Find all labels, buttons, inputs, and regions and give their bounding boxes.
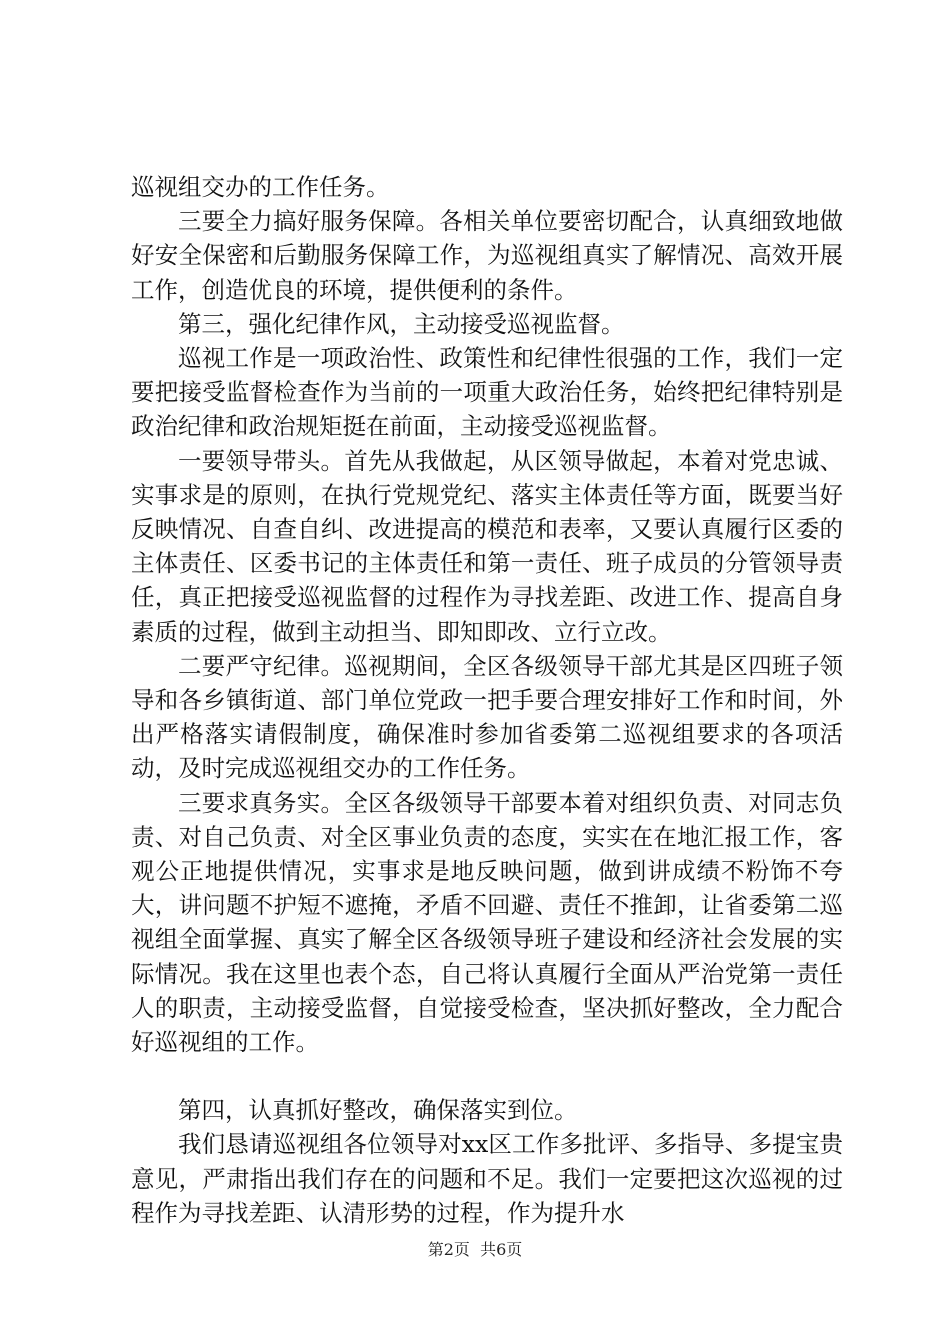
page-number: 第2页 — [427, 1240, 470, 1259]
section-heading-third: 第三，强化纪律作风，主动接受巡视监督。 — [178, 309, 625, 338]
paragraph-continuation: 巡视组交办的工作任务。 — [131, 173, 390, 201]
paragraph-rectification: 我们恳请巡视组各位领导对xx区工作多批评、多指导、多提宝贵意见，严肃指出我们存在的问题和不足。我们一定要把这次巡视的过程作为寻找差距、认清形势的过程，作为提升水 — [131, 1130, 843, 1227]
page-total: 共6页 — [480, 1240, 523, 1259]
document-body — [131, 170, 843, 1230]
page-footer — [0, 1237, 950, 1260]
paragraph-service-guarantee: 三要全力搞好服务保障。各相关单位要密切配合，认真细致地做好安全保密和后勤服务保障工作，为巡视组真实了解情况、高效开展工作，创造优良的环境，提供便利的条件。 — [131, 207, 843, 304]
section-heading-fourth: 第四，认真抓好整改，确保落实到位。 — [178, 1096, 578, 1125]
paragraph-pragmatic: 三要求真务实。全区各级领导干部要本着对组织负责、对同志负责、对自己负责、对全区事业负责的态度，实实在在地汇报工作，客观公正地提供情况，实事求是地反映问题，做到讲成绩不粉饰不夸大，讲问题不护短不遮掩，矛盾不回避、责任不推卸，让省委第二巡视组全面掌握、真实了解全区各级领导班子建设和经济社会发展的实际情况。我在这里也表个态，自己将认真履行全面从严治党第一责任人的职责，主动接受监督，自觉接受检查，坚决抓好整改，全力配合好巡视组的工作。 — [131, 788, 843, 1057]
paragraph-leadership: 一要领导带头。首先从我做起，从区领导做起，本着对党忠诚、实事求是的原则，在执行党规党纪、落实主体责任等方面，既要当好反映情况、自查自纠、改进提高的模范和表率，又要认真履行区委的主体责任、区委书记的主体责任和第一责任、班子成员的分管领导责任，真正把接受巡视监督的过程作为寻找差距、改进工作、提高自身素质的过程，做到主动担当、即知即改、立行立改。 — [131, 446, 843, 646]
paragraph-inspection-work: 巡视工作是一项政治性、政策性和纪律性很强的工作，我们一定要把接受监督检查作为当前的一项重大政治任务，始终把纪律特别是政治纪律和政治规矩挺在前面，主动接受巡视监督。 — [131, 344, 843, 441]
paragraph-discipline: 二要严守纪律。巡视期间，全区各级领导干部尤其是区四班子领导和各乡镇街道、部门单位党政一把手要合理安排好工作和时间，外出严格落实请假制度，确保准时参加省委第二巡视组要求的各项活动，及时完成巡视组交办的工作任务。 — [131, 651, 843, 783]
